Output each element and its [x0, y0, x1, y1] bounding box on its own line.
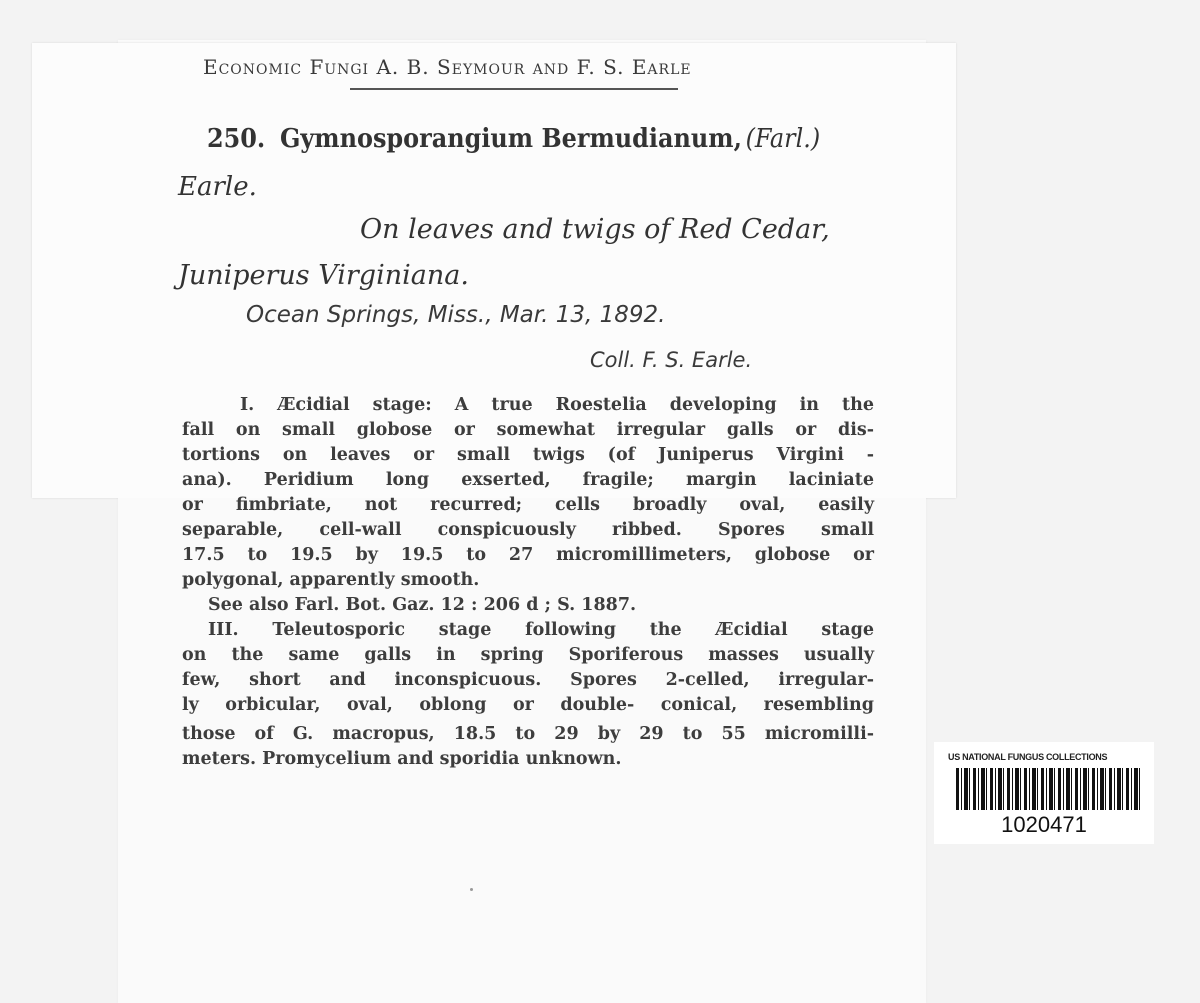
description-line: ly orbicular, oval, oblong or double- conical, resembling	[182, 695, 874, 715]
description-line: separable, cell-wall conspicuously ribbed. Spores small	[182, 520, 874, 540]
species-author-combination: Earle.	[178, 172, 257, 202]
description-line: meters. Promycelium and sporidia unknown.	[182, 749, 622, 769]
collector: Coll. F. S. Earle.	[590, 348, 753, 372]
paper-speck	[470, 888, 473, 891]
description-line: ana). Peridium long exserted, fragile; margin laciniate	[182, 470, 874, 490]
description-line: See also Farl. Bot. Gaz. 12 : 206 d ; S. 1887.	[208, 595, 637, 615]
locality: Ocean Springs, Miss., Mar. 13, 1892.	[246, 302, 666, 328]
host-line-1: On leaves and twigs of Red Cedar,	[360, 214, 830, 245]
barcode-icon	[956, 768, 1140, 810]
description-line: tortions on leaves or small twigs (of Juniperus Virgini -	[182, 445, 874, 465]
label-header: Economic Fungi A. B. Seymour and F. S. Earle	[203, 55, 692, 79]
description-line: those of G. macropus, 18.5 to 29 by 29 to 55 micromilli-	[182, 724, 874, 744]
description	[182, 393, 874, 772]
barcode-collection-name: US NATIONAL FUNGUS COLLECTIONS	[948, 752, 1108, 762]
species-name: Gymnosporangium Bermudianum,	[279, 124, 742, 154]
description-line: III. Teleutosporic stage following the Æcidial stage	[208, 620, 874, 640]
host-line-2: Juniperus Virginiana.	[178, 260, 469, 291]
description-line: polygonal, apparently smooth.	[182, 570, 480, 590]
species-title	[207, 124, 820, 154]
description-line: 17.5 to 19.5 by 19.5 to 27 micromillimeters, globose or	[182, 545, 874, 565]
description-line: I. Æcidial stage: A true Roestelia developing in the	[240, 395, 874, 415]
description-line: or fimbriate, not recurred; cells broadly oval, easily	[182, 495, 874, 515]
description-line: on the same galls in spring Sporiferous masses usually	[182, 645, 874, 665]
description-line: fall on small globose or somewhat irregular galls or dis-	[182, 420, 874, 440]
barcode-number: 1020471	[1001, 812, 1087, 837]
header-rule	[350, 88, 678, 90]
species-number: 250.	[207, 124, 266, 154]
description-line: few, short and inconspicuous. Spores 2-celled, irregular-	[182, 670, 874, 690]
species-author: (Farl.)	[745, 124, 821, 154]
